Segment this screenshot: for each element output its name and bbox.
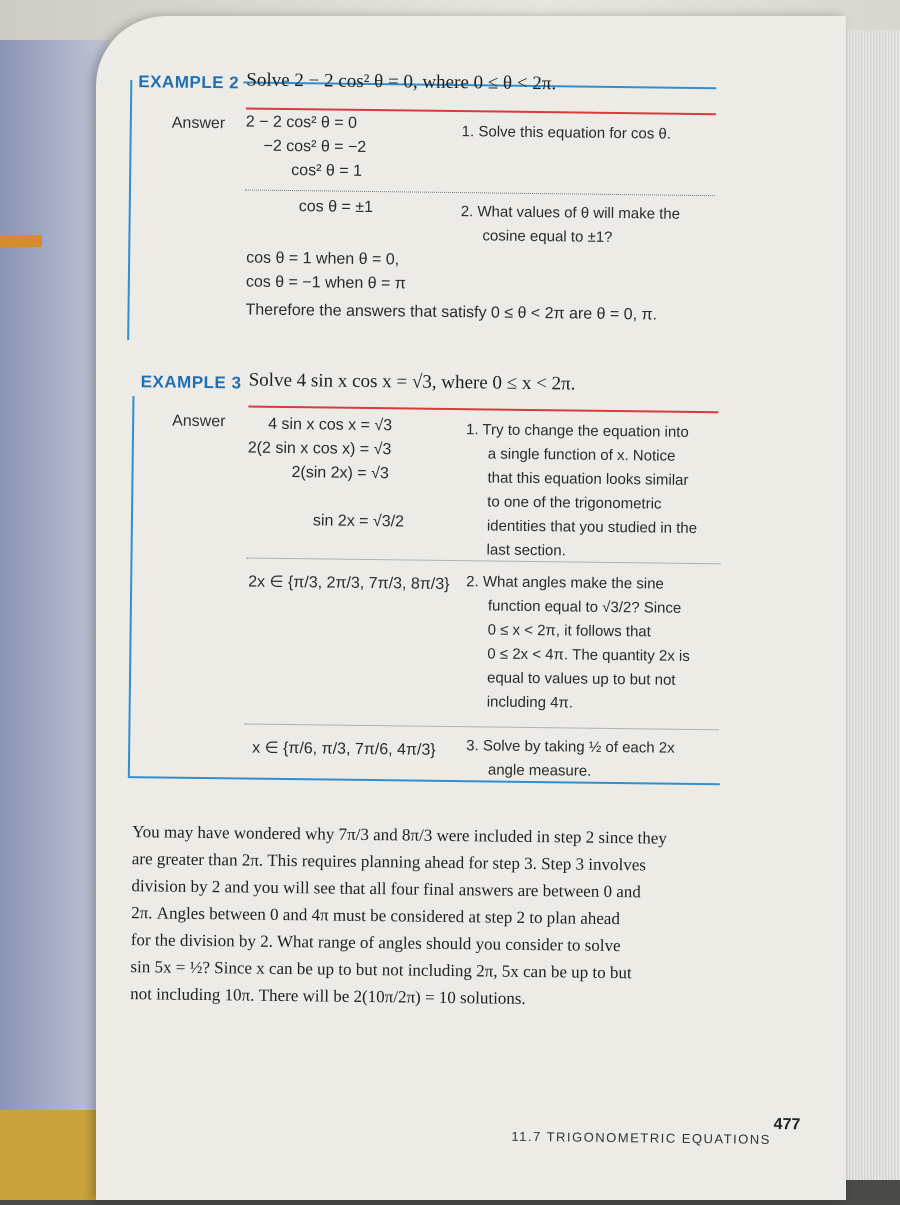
example3-step-3-line-1: 3. Solve by taking ½ of each 2x (466, 737, 675, 757)
example3-step-1-line-2: a single function of x. Notice (487, 445, 676, 465)
example2-problem: Solve 2 − 2 cos² θ = 0, where 0 ≤ θ < 2π. (246, 69, 557, 95)
example3-step-2-line-2: function equal to √3/2? Since (487, 597, 682, 617)
example3-step-3-line-2: angle measure. (487, 761, 592, 780)
example3-step-1-line-5: identities that you studied in the (486, 517, 698, 538)
paragraph-line-5: for the division by 2. What range of angles should you consider to solve (130, 930, 621, 956)
example2-step-2-line-1: 2. What values of θ will make the (460, 203, 681, 223)
example3-work-line-5: 2x ∈ {π/3, 2π/3, 7π/3, 8π/3} (248, 573, 450, 593)
example2-step-1: 1. Solve this equation for cos θ. (461, 123, 672, 143)
example2-work-line-1: 2 − 2 cos² θ = 0 (245, 113, 358, 132)
example3-step-1-line-4: to one of the trigonometric (487, 493, 662, 513)
example3-step-2-line-3: 0 ≤ x < 2π, it follows that (487, 621, 651, 641)
explanation-paragraph (130, 818, 712, 1014)
example2-step-2-line-2: cosine equal to ±1? (482, 227, 613, 246)
example3-step-1-line-3: that this equation looks similar (487, 469, 689, 489)
example3-step-2-line-6: including 4π. (486, 693, 574, 712)
paragraph-line-6: sin 5x = ½? Since x can be up to but not including 2π, 5x can be up to but (130, 957, 632, 983)
example3-work-line-1: 4 sin x cos x = √3 (268, 415, 393, 435)
example2-conclusion-1: cos θ = 1 when θ = 0, (246, 249, 400, 269)
example3-step-2 (465, 570, 691, 717)
page-number: 477 (773, 1115, 801, 1134)
example2-step-2 (460, 200, 680, 251)
example3-answer-label: Answer (172, 412, 226, 431)
example2-therefore: Therefore the answers that satisfy 0 ≤ θ < 2π are θ = 0, π. (245, 301, 658, 324)
example3-label: EXAMPLE 3 (137, 372, 246, 393)
section-footer: 11.7 TRIGONOMETRIC EQUATIONS (511, 1128, 771, 1147)
example3-problem: Solve 4 sin x cos x = √3, where 0 ≤ x < 2π. (248, 369, 576, 395)
example3-step-2-line-5: equal to values up to but not (486, 669, 676, 689)
paragraph-line-7: not including 10π. There will be 2(10π/2π) = 10 solutions. (130, 984, 526, 1008)
example2-work-line-4: cos θ = ±1 (298, 198, 374, 217)
example3-work-line-6: x ∈ {π/6, π/3, 7π/6, 4π/3} (252, 739, 436, 759)
example3-step-1-line-1: 1. Try to change the equation into (465, 421, 689, 441)
example3-step-1 (464, 418, 698, 565)
example2-answer-label: Answer (171, 114, 226, 133)
example3-step-2-line-4: 0 ≤ 2x < 4π. The quantity 2x is (487, 645, 690, 665)
paragraph-line-2: are greater than 2π. This requires planning ahead for step 3. Step 3 involves (131, 849, 647, 875)
paragraph-line-3: division by 2 and you will see that all four final answers are between 0 and (131, 876, 641, 902)
example3-work-line-4: sin 2x = √3/2 (312, 512, 405, 531)
example2-work-line-2: −2 cos² θ = −2 (263, 137, 367, 156)
example3-step-2-line-1: 2. What angles make the sine (466, 573, 664, 593)
paragraph-line-1: You may have wondered why 7π/3 and 8π/3 were included in step 2 since they (132, 822, 668, 848)
example2-work-line-3: cos² θ = 1 (291, 162, 363, 180)
example2-label: EXAMPLE 2 (134, 72, 243, 93)
example2-conclusion-2: cos θ = −1 when θ = π (245, 273, 406, 293)
paragraph-line-4: 2π. Angles between 0 and 4π must be considered at step 2 to plan ahead (131, 903, 621, 929)
example3-step-1-line-6: last section. (486, 541, 566, 560)
example3-work-line-3: 2(sin 2x) = √3 (291, 464, 389, 483)
example3-step-3 (466, 734, 675, 785)
example3-work-line-2: 2(2 sin x cos x) = √3 (247, 439, 392, 459)
